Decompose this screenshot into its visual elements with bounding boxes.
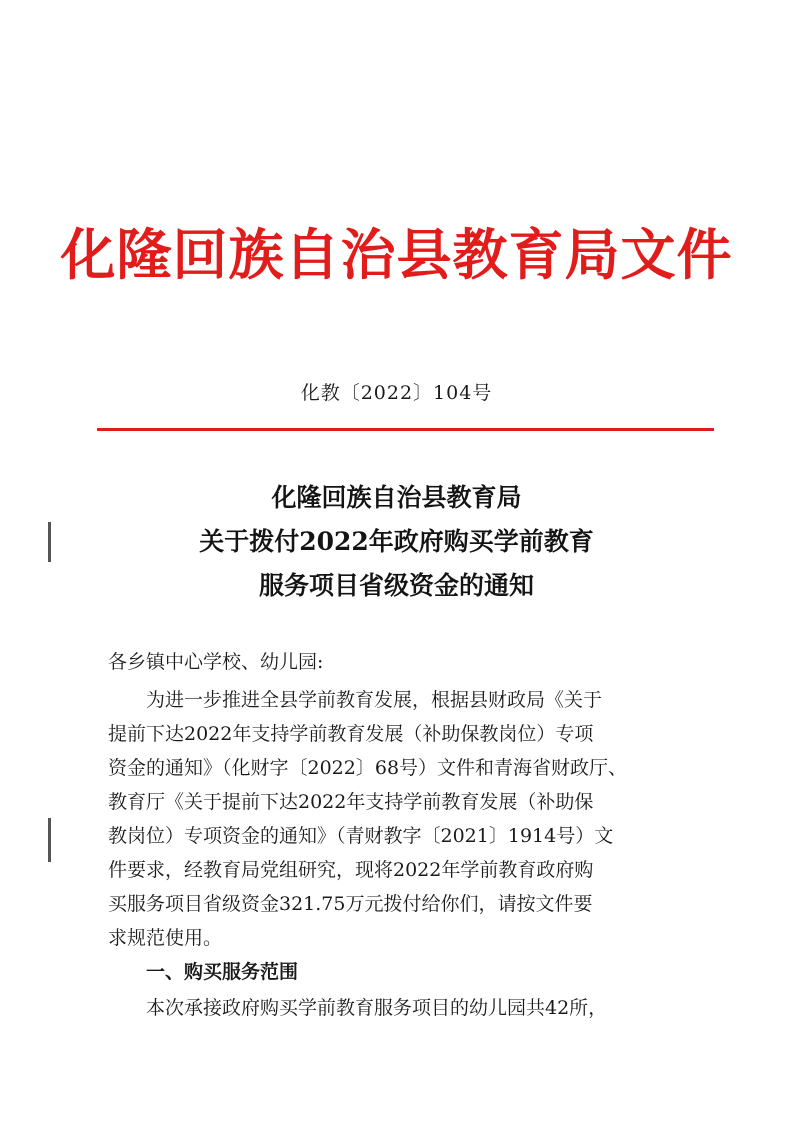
paragraph-line: 为进一步推进全县学前教育发展，根据县财政局《关于 (146, 689, 603, 711)
paragraph-line: 件要求，经教育局党组研究，现将2022年学前教育政府购 (108, 859, 594, 881)
paragraph-line: 买服务项目省级资金321.75万元拨付给你们，请按文件要 (108, 893, 593, 915)
issuer-title: 化隆回族自治县教育局文件 (60, 222, 733, 287)
paragraph-line: 教岗位）专项资金的通知》（青财教字〔2021〕1914号）文 (108, 825, 614, 847)
notice-title-line: 关于拨付2022年政府购买学前教育 (199, 527, 594, 556)
addressee: 各乡镇中心学校、幼儿园: (108, 651, 324, 673)
paragraph-line: 求规范使用。 (108, 927, 223, 949)
binding-mark (48, 818, 51, 862)
binding-mark (48, 522, 51, 562)
section-heading: 一、购买服务范围 (146, 961, 299, 983)
paragraph-line: 教育厅《关于提前下达2022年支持学前教育发展（补助保 (108, 791, 594, 813)
notice-title-line: 化隆回族自治县教育局 (271, 483, 522, 512)
notice-title (0, 476, 793, 608)
paragraph-line: 本次承接政府购买学前教育服务项目的幼儿园共42所， (146, 997, 608, 1019)
paragraph-line: 提前下达2022年支持学前教育发展（补助保教岗位）专项 (108, 723, 594, 745)
paragraph-line: 资金的通知》（化财字〔2022〕68号）文件和青海省财政厅、 (108, 757, 628, 779)
notice-title-line: 服务项目省级资金的通知 (258, 571, 534, 600)
red-divider (97, 428, 714, 431)
document-number: 化教〔2022〕104号 (300, 382, 493, 404)
